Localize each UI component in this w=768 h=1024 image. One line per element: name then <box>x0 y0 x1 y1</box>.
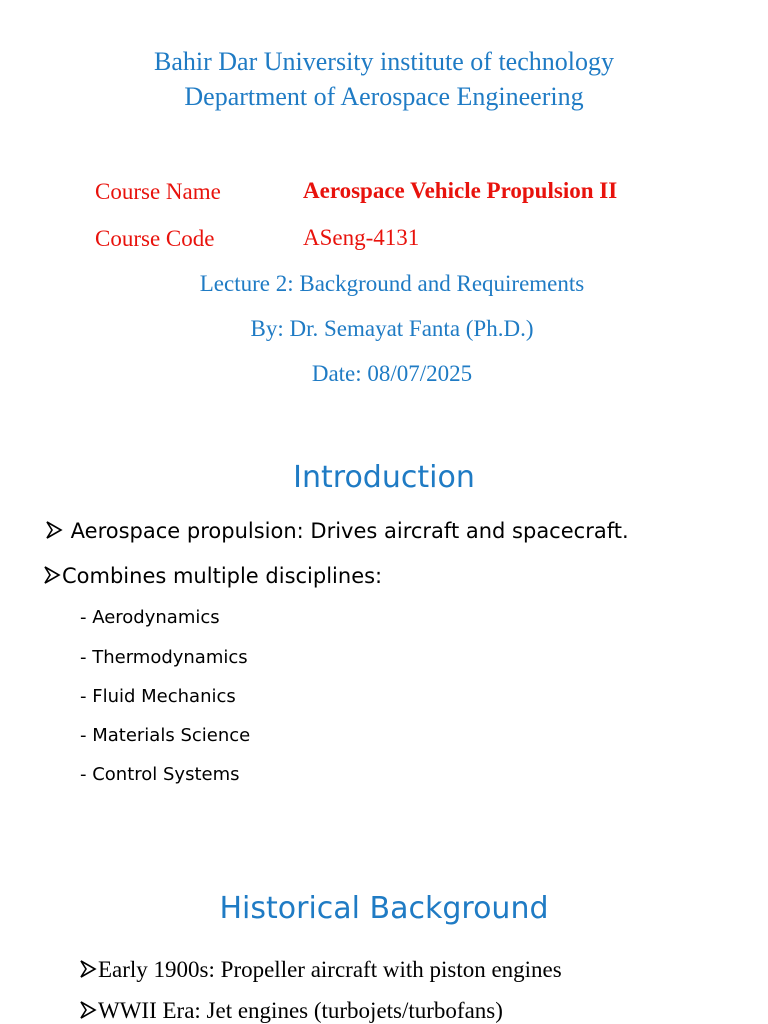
discipline-item: - Materials Science <box>80 725 251 746</box>
lecture-title: Lecture 2: Background and Requirements <box>199 271 585 296</box>
lecture-author: By: Dr. Semayat Fanta (Ph.D.) <box>250 316 534 341</box>
course-name-label: Course Name <box>95 179 221 204</box>
course-code-label: Course Code <box>95 226 215 251</box>
history-heading: Historical Background <box>219 891 549 926</box>
course-code-value: ASeng-4131 <box>303 225 420 250</box>
university-title: Bahir Dar University institute of technology <box>154 47 614 76</box>
intro-bullet-2-text: Combines multiple disciplines: <box>62 564 383 588</box>
intro-bullet-1 <box>44 519 629 543</box>
arrow-bullet-icon <box>78 999 98 1021</box>
arrow-bullet-icon <box>78 958 98 980</box>
history-bullet-1 <box>78 957 562 983</box>
discipline-item: - Aerodynamics <box>80 607 220 628</box>
department-title: Department of Aerospace Engineering <box>184 82 584 111</box>
course-name-value: Aerospace Vehicle Propulsion II <box>303 178 618 203</box>
intro-bullet-1-text: Aerospace propulsion: Drives aircraft and spacecraft. <box>64 519 629 543</box>
lecture-date: Date: 08/07/2025 <box>311 361 473 386</box>
discipline-item: - Thermodynamics <box>80 647 248 668</box>
arrow-bullet-icon <box>44 519 64 541</box>
history-bullet-2-text: WWII Era: Jet engines (turbojets/turbofans) <box>98 998 503 1023</box>
discipline-item: - Fluid Mechanics <box>80 686 236 707</box>
intro-bullet-2 <box>42 564 382 588</box>
arrow-bullet-icon <box>42 564 62 586</box>
history-bullet-2 <box>78 998 503 1024</box>
discipline-item: - Control Systems <box>80 764 240 785</box>
history-bullet-1-text: Early 1900s: Propeller aircraft with piston engines <box>98 957 562 982</box>
introduction-heading: Introduction <box>293 460 475 495</box>
